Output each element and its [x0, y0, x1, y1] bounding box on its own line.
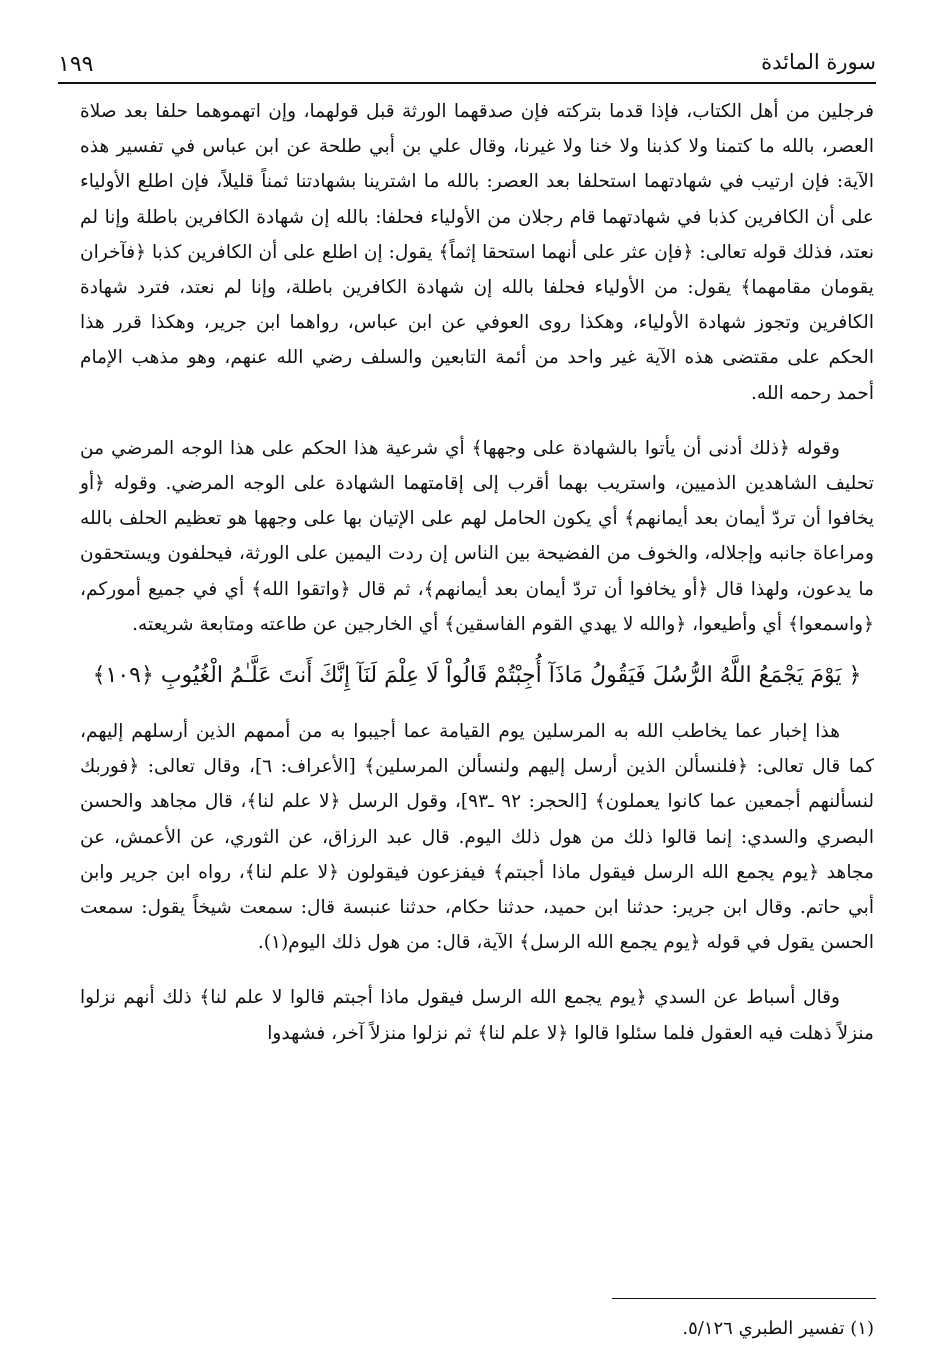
surah-title: سورة المائدة	[761, 50, 876, 74]
paragraph-3: هذا إخبار عما يخاطب الله به المرسلين يوم القيامة عما أجيبوا به من أممهم الذين أرسلهم إليهم، كما قال تعالى: ﴿فلنسألن الذين أرسل إليهم ولنسألن المرسلين﴾ [الأعراف: ٦]، وقال تعالى: ﴿فوربك لنسألنهم أجمعين عما كانوا يعملون﴾ [الحجر: ٩٢ ـ٩٣]، وقول الرسل ﴿لا علم لنا﴾، قال مجاهد والحسن البصري والسدي: إنما قالوا ذلك من هول ذلك اليوم. قال عبد الرزاق، عن الثوري، عن الأعمش، عن مجاهد ﴿يوم يجمع الله الرسل فيقول ماذا أجبتم﴾ فيفزعون فيقولون ﴿لا علم لنا﴾، رواه ابن جرير وابن أبي حاتم. وقال ابن جرير: حدثنا ابن حميد، حدثنا حكام، حدثنا عنبسة قال: سمعت شيخاً يقول: سمعت الحسن يقول في قوله ﴿يوم يجمع الله الرسل﴾ الآية، قال: من هول ذلك اليوم(١).	[80, 721, 874, 954]
footnote: (١) تفسير الطبري ٥/١٢٦.	[682, 1318, 874, 1339]
paragraph-1: فرجلين من أهل الكتاب، فإذا قدما بتركته فإن صدقهما الورثة قبل قولهما، وإن اتهموهما حلفا بعد صلاة العصر، بالله ما كتمنا ولا كذبنا ولا خنا ولا غيرنا، وقال علي بن أبي طلحة عن ابن عباس في تفسير هذه الآية: فإن ارتيب في شهادتهما استحلفا بعد العصر: بالله ما اشترينا بشهادتنا ثمناً قليلاً، فإن اطلع الأولياء على أن الكافرين كذبا في شهادتهما قام رجلان من الأولياء فحلفا: بالله إن شهادة الكافرين باطلة وإنا لم نعتد، فذلك قوله تعالى: ﴿فإن عثر على أنهما استحقا إثماً﴾ يقول: إن اطلع على أن الكافرين كذبا ﴿فآخران يقومان مقامهما﴾ يقول: من الأولياء فحلفا بالله إن شهادة الكافرين باطلة، وإنا لم نعتد، فترد شهادة الكافرين وتجوز شهادة الأولياء، وهكذا روى العوفي عن ابن عباس، رواهما ابن جرير، وهكذا قرر هذا الحكم على مقتضى هذه الآية غير واحد من أئمة التابعين والسلف رضي الله عنهم، وهو مذهب الإمام أحمد رحمه الله.	[80, 101, 874, 404]
paragraph-2: وقوله ﴿ذلك أدنى أن يأتوا بالشهادة على وجهها﴾ أي شرعية هذا الحكم على هذا الوجه المرضي من تحليف الشاهدين الذميين، واستريب بهما أقرب إلى إقامتهما الشهادة على الوجه المرضي. وقوله ﴿أو يخافوا أن تردّ أيمان بعد أيمانهم﴾ أي يكون الحامل لهم على الإتيان بها على وجهها هو تعظيم الحلف بالله ومراعاة جانبه وإجلاله، والخوف من الفضيحة بين الناس إن ردت اليمين على الورثة، فيحلفون ويستحقون ما يدعون، ولهذا قال ﴿أو يخافوا أن تردّ أيمان بعد أيمانهم﴾، ثم قال ﴿واتقوا الله﴾ أي في جميع أموركم، ﴿واسمعوا﴾ أي وأطيعوا، ﴿والله لا يهدي القوم الفاسقين﴾ أي الخارجين عن طاعته ومتابعة شريعته.	[80, 437, 874, 635]
quran-verse: ﴿ يَوْمَ يَجْمَعُ اللَّهُ الرُّسُلَ فَيَقُولُ مَاذَآ أُجِبْتُمْ قَالُواْ لَا عِلْمَ لَنَآ إِنَّكَ أَنتَ عَلَّـٰمُ الْغُيُوبِ ﴿١٠٩﴾	[92, 663, 862, 689]
page-header	[58, 42, 876, 84]
page-body	[80, 94, 874, 1051]
page-number: ١٩٩	[58, 52, 94, 77]
paragraph-4: وقال أسباط عن السدي ﴿يوم يجمع الله الرسل فيقول ماذا أجبتم قالوا لا علم لنا﴾ ذلك أنهم نزلوا منزلاً ذهلت فيه العقول فلما سئلوا قالوا ﴿لا علم لنا﴾ ثم نزلوا منزلاً آخر، فشهدوا	[80, 987, 874, 1044]
footnote-divider	[612, 1298, 876, 1299]
